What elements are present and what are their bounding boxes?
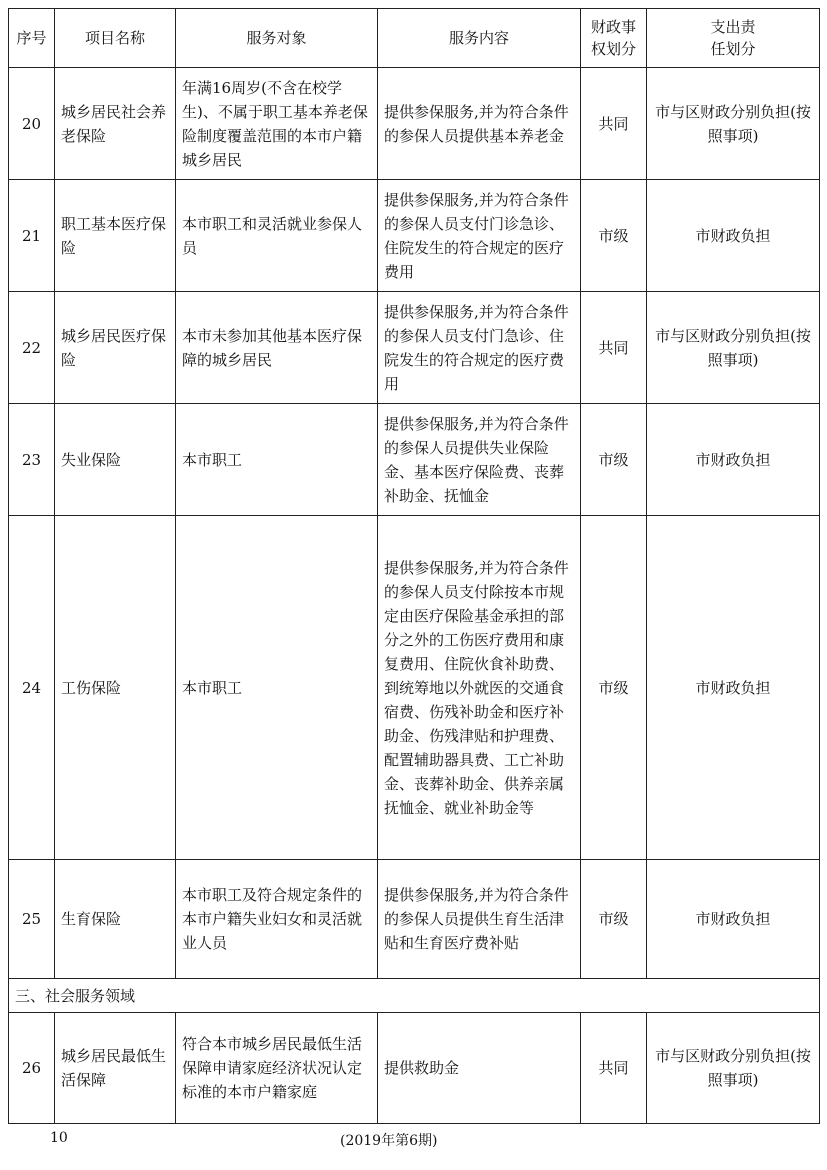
- row-content: 提供参保服务,并为符合条件的参保人员提供基本养老金: [378, 68, 581, 180]
- header-content: 服务内容: [378, 9, 581, 68]
- row-content: 提供参保服务,并为符合条件的参保人员提供生育生活津贴和生育医疗费补贴: [378, 860, 581, 979]
- row-target: 本市职工: [176, 404, 378, 516]
- table-row: [9, 68, 820, 180]
- row-authority: 共同: [581, 292, 647, 404]
- row-name: 城乡居民社会养老保险: [55, 68, 176, 180]
- row-authority: 市级: [581, 516, 647, 860]
- row-name: 失业保险: [55, 404, 176, 516]
- table-row: [9, 516, 820, 860]
- row-content: 提供参保服务,并为符合条件的参保人员支付门急诊、住院发生的符合规定的医疗费用: [378, 292, 581, 404]
- issue-label: (2019年第6期): [340, 1133, 438, 1149]
- row-authority: 市级: [581, 180, 647, 292]
- row-responsibility: 市与区财政分别负担(按照事项): [647, 292, 820, 404]
- row-no: 21: [9, 180, 55, 292]
- table-row: [9, 292, 820, 404]
- service-table: [8, 8, 820, 1124]
- table-row: [9, 1013, 820, 1124]
- row-name: 职工基本医疗保险: [55, 180, 176, 292]
- row-name: 生育保险: [55, 860, 176, 979]
- row-responsibility: 市与区财政分别负担(按照事项): [647, 1013, 820, 1124]
- row-name: 城乡居民医疗保险: [55, 292, 176, 404]
- row-responsibility: 市财政负担: [647, 404, 820, 516]
- row-target: 本市未参加其他基本医疗保障的城乡居民: [176, 292, 378, 404]
- row-authority: 共同: [581, 68, 647, 180]
- row-content: 提供参保服务,并为符合条件的参保人员支付除按本市规定由医疗保险基金承担的部分之外的工伤医疗费用和康复费用、住院伙食补助费、到统筹地以外就医的交通食宿费、伤残补助金和医疗补助金、伤残津贴和护理费、配置辅助器具费、工亡补助金、丧葬补助金、供养亲属抚恤金、就业补助金等: [378, 516, 581, 860]
- header-no: 序号: [9, 9, 55, 68]
- header-authority: [581, 9, 647, 68]
- row-authority: 共同: [581, 1013, 647, 1124]
- row-target: 本市职工: [176, 516, 378, 860]
- row-responsibility: 市财政负担: [647, 516, 820, 860]
- header-responsibility: [647, 9, 820, 68]
- header-target: 服务对象: [176, 9, 378, 68]
- row-content: 提供救助金: [378, 1013, 581, 1124]
- header-resp-line1: 支出责: [710, 18, 756, 36]
- header-row: [9, 9, 820, 68]
- row-authority: 市级: [581, 860, 647, 979]
- header-authority-line1: 财政事: [590, 18, 636, 36]
- row-no: 20: [9, 68, 55, 180]
- row-no: 24: [9, 516, 55, 860]
- row-content: 提供参保服务,并为符合条件的参保人员提供失业保险金、基本医疗保险费、丧葬补助金、抚恤金: [378, 404, 581, 516]
- header-resp-line2: 任划分: [710, 40, 756, 58]
- table-row: [9, 404, 820, 516]
- row-name: 城乡居民最低生活保障: [55, 1013, 176, 1124]
- row-target: 年满16周岁(不含在校学生)、不属于职工基本养老保险制度覆盖范围的本市户籍城乡居民: [176, 68, 378, 180]
- row-target: 本市职工和灵活就业参保人员: [176, 180, 378, 292]
- row-responsibility: 市财政负担: [647, 180, 820, 292]
- row-responsibility: 市与区财政分别负担(按照事项): [647, 68, 820, 180]
- row-target: 本市职工及符合规定条件的本市户籍失业妇女和灵活就业人员: [176, 860, 378, 979]
- header-authority-line2: 权划分: [590, 40, 636, 58]
- section-title: 三、社会服务领域: [9, 979, 820, 1013]
- row-name: 工伤保险: [55, 516, 176, 860]
- row-target: 符合本市城乡居民最低生活保障申请家庭经济状况认定标准的本市户籍家庭: [176, 1013, 378, 1124]
- row-content: 提供参保服务,并为符合条件的参保人员支付门诊急诊、住院发生的符合规定的医疗费用: [378, 180, 581, 292]
- row-no: 25: [9, 860, 55, 979]
- section-header-row: [9, 979, 820, 1013]
- page-number: 10: [50, 1130, 68, 1146]
- row-authority: 市级: [581, 404, 647, 516]
- header-name: 项目名称: [55, 9, 176, 68]
- row-responsibility: 市财政负担: [647, 860, 820, 979]
- row-no: 23: [9, 404, 55, 516]
- row-no: 22: [9, 292, 55, 404]
- row-no: 26: [9, 1013, 55, 1124]
- table-row: [9, 180, 820, 292]
- table-row: [9, 860, 820, 979]
